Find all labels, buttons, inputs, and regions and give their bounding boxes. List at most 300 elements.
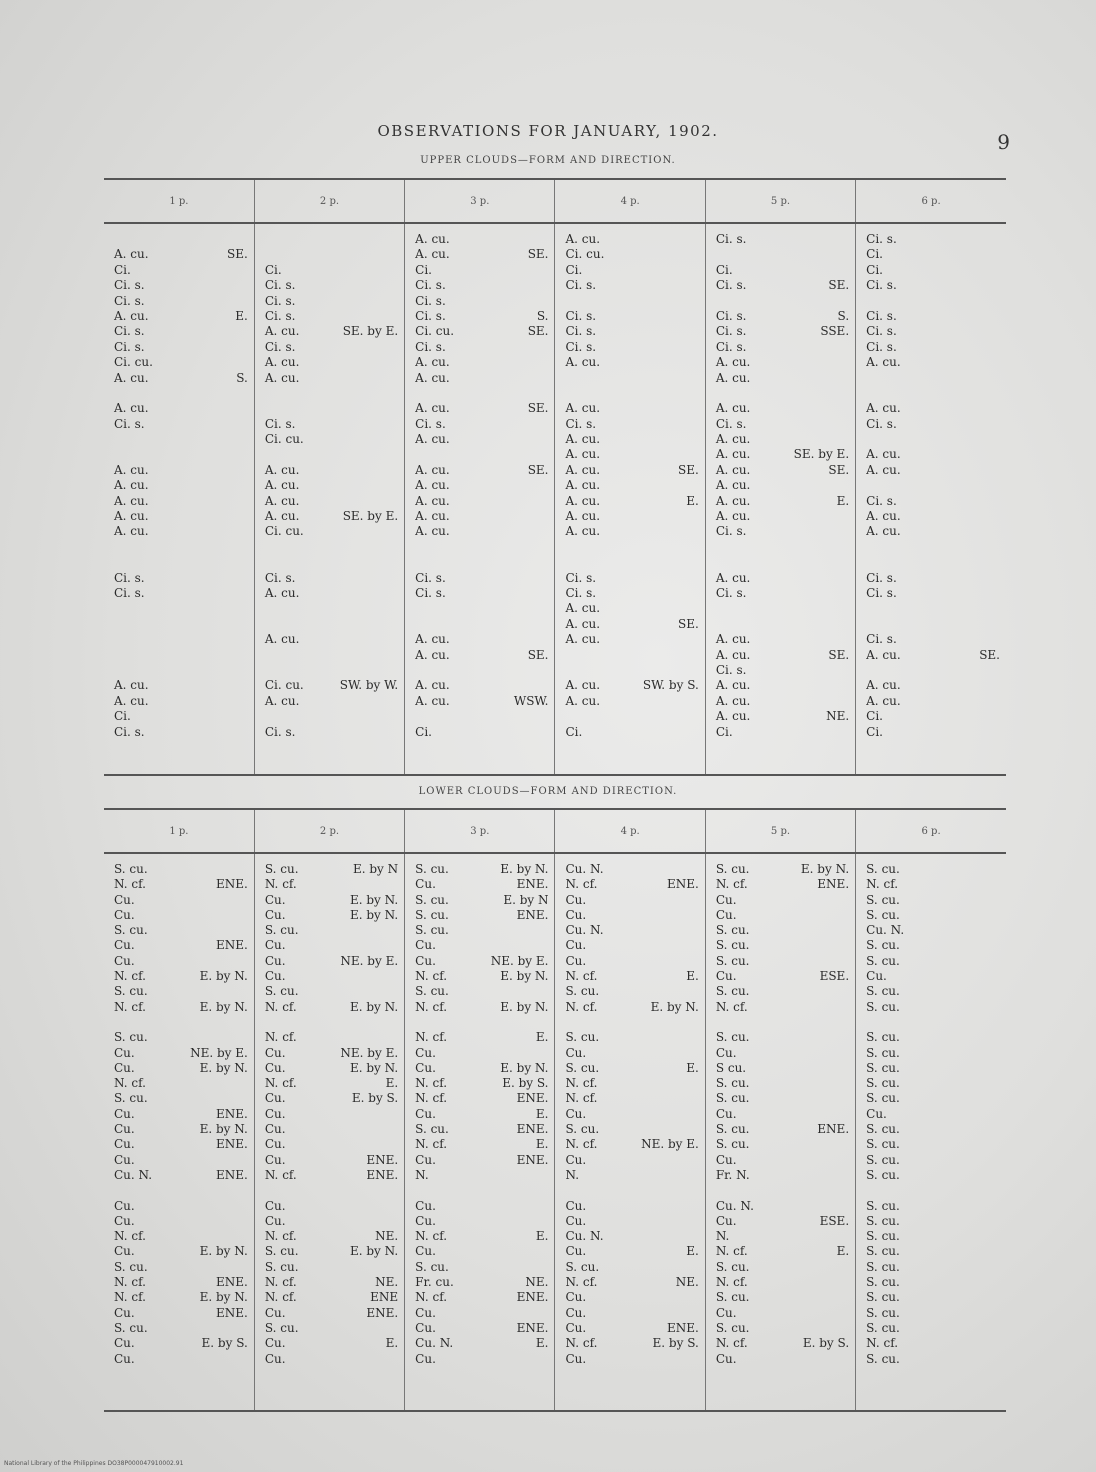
observation-line bbox=[866, 725, 1000, 740]
cloud-direction bbox=[394, 648, 398, 663]
cloud-form: S. cu. bbox=[264, 862, 299, 876]
observation-line bbox=[565, 1352, 698, 1367]
cloud-direction bbox=[695, 371, 699, 386]
cloud-direction bbox=[695, 601, 699, 616]
cloud-direction bbox=[695, 247, 699, 262]
cloud-form: N. cf. bbox=[264, 999, 297, 1014]
cloud-direction bbox=[996, 386, 1000, 401]
observation-line bbox=[565, 663, 698, 678]
observation-line bbox=[114, 678, 248, 693]
cloud-form: A. cu. bbox=[565, 509, 601, 524]
cloud-direction bbox=[394, 1199, 398, 1214]
lower-column-cell bbox=[555, 853, 705, 1411]
observation-line bbox=[415, 1015, 548, 1030]
cloud-direction: SE. bbox=[828, 647, 850, 662]
observation-line bbox=[265, 954, 398, 969]
cloud-direction: ENE. bbox=[516, 907, 549, 922]
observation-line bbox=[114, 1352, 248, 1367]
observation-line bbox=[716, 1275, 849, 1290]
cloud-form: Cu. bbox=[565, 907, 587, 922]
cloud-form bbox=[565, 294, 569, 309]
cloud-form bbox=[866, 1183, 870, 1198]
cloud-form bbox=[716, 555, 720, 570]
cloud-direction bbox=[845, 294, 849, 309]
cloud-direction bbox=[544, 509, 548, 524]
cloud-form: Ci. s. bbox=[114, 324, 145, 339]
observation-line bbox=[565, 1306, 698, 1321]
cloud-direction bbox=[695, 1030, 699, 1045]
cloud-direction bbox=[996, 1260, 1000, 1275]
cloud-direction bbox=[394, 601, 398, 616]
observation-line bbox=[716, 1229, 849, 1244]
cloud-direction bbox=[394, 371, 398, 386]
cloud-direction bbox=[544, 725, 548, 740]
cloud-direction bbox=[845, 694, 849, 709]
cloud-direction bbox=[695, 586, 699, 601]
cloud-direction bbox=[394, 1352, 398, 1367]
cloud-form: S. cu. bbox=[866, 892, 900, 907]
cloud-direction bbox=[996, 309, 1000, 324]
observation-line bbox=[716, 278, 849, 293]
cloud-form: Cu. bbox=[114, 1060, 135, 1075]
cloud-direction: E. by N. bbox=[199, 1122, 248, 1137]
cloud-form: A. cu. bbox=[715, 370, 751, 385]
observation-line bbox=[716, 632, 849, 647]
cloud-form: A. cu. bbox=[866, 401, 901, 416]
cloud-form: A. cu. bbox=[715, 647, 751, 662]
observation-line bbox=[716, 1336, 849, 1351]
cloud-form: A. cu. bbox=[565, 678, 601, 693]
observation-line bbox=[114, 1214, 248, 1229]
observation-line bbox=[415, 1046, 548, 1061]
cloud-direction bbox=[695, 432, 699, 447]
cloud-direction bbox=[996, 709, 1000, 724]
cloud-direction bbox=[996, 417, 1000, 432]
cloud-form bbox=[866, 1015, 870, 1030]
observation-line bbox=[716, 463, 849, 478]
cloud-direction: SE. bbox=[527, 647, 549, 662]
cloud-direction bbox=[244, 1214, 248, 1229]
cloud-form: S. cu. bbox=[866, 1076, 900, 1091]
cloud-direction bbox=[544, 617, 548, 632]
observation-line bbox=[415, 463, 548, 478]
cloud-direction bbox=[996, 509, 1000, 524]
cloud-direction bbox=[244, 478, 248, 493]
cloud-form: N. cf. bbox=[715, 1336, 748, 1351]
cloud-form: Ci. s. bbox=[114, 293, 145, 308]
observation-line bbox=[415, 1321, 548, 1336]
cloud-direction bbox=[695, 938, 699, 953]
cloud-form: Cu. bbox=[715, 1152, 737, 1167]
cloud-direction bbox=[544, 1046, 548, 1061]
cloud-form: Cu. bbox=[715, 1045, 737, 1060]
observation-line bbox=[866, 601, 1000, 616]
cloud-direction bbox=[244, 617, 248, 632]
cloud-form: A. cu. bbox=[565, 232, 601, 246]
cloud-form: A. cu. bbox=[264, 585, 300, 600]
observation-line bbox=[866, 263, 1000, 278]
cloud-direction bbox=[394, 540, 398, 555]
cloud-form: Cu. N. bbox=[415, 1336, 454, 1351]
cloud-form: A. cu. bbox=[264, 355, 300, 370]
cloud-direction bbox=[996, 1091, 1000, 1106]
observation-line bbox=[415, 1168, 548, 1183]
cloud-direction bbox=[244, 709, 248, 724]
cloud-form: Ci. s. bbox=[715, 585, 747, 600]
cloud-direction bbox=[996, 1290, 1000, 1305]
observation-line bbox=[114, 524, 248, 539]
cloud-direction bbox=[544, 386, 548, 401]
observation-line bbox=[716, 877, 849, 892]
observation-line bbox=[265, 1336, 398, 1351]
observation-line bbox=[415, 1306, 548, 1321]
observation-line bbox=[114, 247, 248, 262]
cloud-direction bbox=[244, 324, 248, 339]
cloud-form: Fr. cu. bbox=[415, 1275, 454, 1290]
cloud-direction: ENE. bbox=[666, 1320, 699, 1335]
cloud-direction bbox=[996, 1336, 1000, 1351]
cloud-form: S. cu. bbox=[415, 1259, 449, 1274]
cloud-direction bbox=[996, 401, 1000, 416]
cloud-form: Fr. N. bbox=[715, 1167, 750, 1182]
observation-line bbox=[565, 862, 698, 877]
cloud-form: Cu. bbox=[264, 969, 286, 984]
observation-line bbox=[716, 908, 849, 923]
cloud-form: S. cu. bbox=[114, 1030, 148, 1045]
cloud-direction bbox=[996, 324, 1000, 339]
cloud-direction bbox=[695, 355, 699, 370]
observation-line bbox=[866, 417, 1000, 432]
observation-line bbox=[415, 278, 548, 293]
observation-line bbox=[265, 463, 398, 478]
observation-line bbox=[265, 1183, 398, 1198]
cloud-form: A. cu. bbox=[866, 447, 901, 462]
cloud-direction bbox=[996, 1199, 1000, 1214]
cloud-form: Ci. s. bbox=[415, 278, 446, 293]
observation-line bbox=[114, 1015, 248, 1030]
observation-line bbox=[415, 1122, 548, 1137]
cloud-direction: E. by N. bbox=[800, 862, 850, 876]
cloud-direction: ENE. bbox=[366, 1305, 399, 1320]
cloud-form: Cu. bbox=[114, 1213, 135, 1228]
cloud-form: A. cu. bbox=[114, 524, 149, 539]
cloud-direction bbox=[695, 1153, 699, 1168]
cloud-form: S. cu. bbox=[866, 1229, 900, 1244]
observation-line bbox=[866, 371, 1000, 386]
cloud-direction bbox=[845, 1321, 849, 1336]
cloud-form: S. cu. bbox=[114, 1091, 148, 1106]
observation-line bbox=[565, 1214, 698, 1229]
cloud-direction bbox=[244, 463, 248, 478]
observation-line bbox=[265, 1352, 398, 1367]
cloud-direction bbox=[544, 232, 548, 247]
cloud-form: Cu. bbox=[264, 1213, 286, 1228]
cloud-direction: SE. bbox=[527, 247, 549, 262]
cloud-form bbox=[415, 601, 419, 616]
cloud-form: S. cu. bbox=[715, 923, 750, 938]
observation-line bbox=[716, 1244, 849, 1259]
observation-line bbox=[866, 1153, 1000, 1168]
cloud-form bbox=[565, 386, 569, 401]
cloud-form: Ci. s. bbox=[114, 339, 145, 354]
cloud-form: Cu. bbox=[264, 1305, 286, 1320]
cloud-direction: E. by S. bbox=[652, 1336, 699, 1351]
observation-line bbox=[716, 1061, 849, 1076]
cloud-direction bbox=[244, 908, 248, 923]
observation-line bbox=[415, 478, 548, 493]
cloud-form: A. cu. bbox=[866, 509, 901, 524]
observation-line bbox=[415, 984, 548, 999]
cloud-direction: ENE. bbox=[215, 1305, 248, 1320]
cloud-direction: ENE. bbox=[516, 1290, 549, 1305]
cloud-form: Cu. bbox=[114, 1351, 135, 1366]
observation-line bbox=[265, 1306, 398, 1321]
observation-line bbox=[565, 509, 698, 524]
cloud-form: A. cu. bbox=[415, 247, 450, 262]
cloud-form: Ci. bbox=[866, 724, 883, 739]
observation-line bbox=[415, 694, 548, 709]
cloud-direction bbox=[394, 1122, 398, 1137]
observation-line bbox=[114, 478, 248, 493]
column-header: 1 p. bbox=[104, 809, 254, 853]
cloud-form: A. cu. bbox=[715, 509, 751, 524]
cloud-form bbox=[565, 663, 569, 678]
observation-line bbox=[114, 571, 248, 586]
observation-line bbox=[716, 893, 849, 908]
cloud-form bbox=[716, 1183, 720, 1198]
observation-line bbox=[415, 524, 548, 539]
cloud-direction bbox=[996, 725, 1000, 740]
observation-line bbox=[866, 1091, 1000, 1106]
cloud-direction bbox=[394, 432, 398, 447]
observation-line bbox=[716, 586, 849, 601]
observation-line bbox=[415, 725, 548, 740]
cloud-direction bbox=[544, 447, 548, 462]
cloud-direction bbox=[394, 494, 398, 509]
cloud-form bbox=[866, 371, 870, 386]
observation-line bbox=[114, 893, 248, 908]
cloud-direction bbox=[996, 447, 1000, 462]
cloud-direction bbox=[845, 663, 849, 678]
observation-line bbox=[716, 1107, 849, 1122]
cloud-form: N. cf. bbox=[415, 1030, 448, 1045]
cloud-form: N. cf. bbox=[565, 999, 598, 1014]
cloud-form: N. cf. bbox=[114, 1275, 146, 1290]
cloud-form: Cu. bbox=[264, 1060, 286, 1075]
cloud-direction bbox=[394, 309, 398, 324]
observation-line bbox=[114, 1199, 248, 1214]
observation-line bbox=[114, 1183, 248, 1198]
cloud-form: A. cu. bbox=[715, 709, 751, 724]
cloud-form: Cu. N. bbox=[565, 923, 604, 938]
observation-line bbox=[415, 617, 548, 632]
observation-line bbox=[866, 648, 1000, 663]
cloud-form bbox=[716, 386, 720, 401]
cloud-direction bbox=[244, 1015, 248, 1030]
observation-line bbox=[265, 263, 398, 278]
cloud-direction bbox=[695, 309, 699, 324]
observation-line bbox=[565, 478, 698, 493]
cloud-form: A. cu. bbox=[114, 308, 149, 323]
cloud-direction bbox=[845, 1199, 849, 1214]
cloud-form bbox=[265, 555, 269, 570]
observation-line bbox=[716, 1030, 849, 1045]
cloud-form: S. cu. bbox=[866, 1351, 900, 1366]
cloud-direction bbox=[845, 571, 849, 586]
observation-line bbox=[565, 386, 698, 401]
cloud-form: A. cu. bbox=[415, 678, 450, 693]
observation-line bbox=[565, 371, 698, 386]
observation-line bbox=[265, 1076, 398, 1091]
upper-column-cell bbox=[405, 223, 555, 775]
observation-line bbox=[114, 1306, 248, 1321]
observation-line bbox=[716, 294, 849, 309]
cloud-form: Ci. s. bbox=[114, 724, 145, 739]
observation-line bbox=[265, 232, 398, 247]
cloud-direction bbox=[544, 984, 548, 999]
cloud-direction bbox=[544, 1260, 548, 1275]
column-header: 6 p. bbox=[856, 809, 1006, 853]
cloud-direction bbox=[996, 571, 1000, 586]
cloud-form bbox=[716, 601, 720, 616]
observation-line bbox=[114, 1000, 248, 1015]
cloud-direction bbox=[544, 494, 548, 509]
observation-line bbox=[415, 509, 548, 524]
cloud-direction bbox=[544, 709, 548, 724]
cloud-direction bbox=[695, 908, 699, 923]
lower-column-cell bbox=[405, 853, 555, 1411]
cloud-direction bbox=[544, 340, 548, 355]
cloud-direction bbox=[996, 294, 1000, 309]
observation-line bbox=[265, 509, 398, 524]
cloud-direction bbox=[394, 725, 398, 740]
cloud-form: Cu. bbox=[415, 1244, 436, 1259]
cloud-form: N. cf. bbox=[715, 1244, 748, 1259]
cloud-form: Ci. bbox=[114, 709, 131, 724]
observation-line bbox=[565, 340, 698, 355]
cloud-form: Cu. bbox=[264, 1045, 286, 1060]
observation-line bbox=[565, 586, 698, 601]
cloud-form: Cu. N. bbox=[565, 1229, 604, 1244]
observation-line bbox=[716, 709, 849, 724]
cloud-form: N. cf. bbox=[415, 969, 448, 984]
observation-line bbox=[415, 601, 548, 616]
observation-line bbox=[265, 432, 398, 447]
observation-line bbox=[265, 862, 398, 877]
cloud-form: Ci. s. bbox=[866, 632, 897, 647]
cloud-form: Cu. bbox=[415, 1320, 436, 1335]
cloud-form bbox=[415, 663, 419, 678]
observation-line bbox=[866, 1137, 1000, 1152]
observation-line bbox=[114, 309, 248, 324]
cloud-direction bbox=[996, 1214, 1000, 1229]
cloud-form: A. cu. bbox=[715, 632, 751, 647]
observation-line bbox=[565, 678, 698, 693]
cloud-form: Ci. cu. bbox=[114, 355, 153, 370]
cloud-direction bbox=[244, 294, 248, 309]
observation-line bbox=[866, 1061, 1000, 1076]
cloud-direction bbox=[244, 1260, 248, 1275]
observation-line bbox=[565, 294, 698, 309]
cloud-form: S. cu. bbox=[114, 862, 148, 876]
cloud-form: Cu. bbox=[415, 1060, 436, 1075]
cloud-form: Cu. bbox=[114, 953, 135, 968]
cloud-form: Cu. bbox=[715, 1106, 737, 1121]
cloud-direction bbox=[845, 1076, 849, 1091]
cloud-direction bbox=[244, 1229, 248, 1244]
cloud-form: N. cf. bbox=[866, 877, 899, 892]
observation-line bbox=[716, 969, 849, 984]
cloud-direction bbox=[394, 524, 398, 539]
observation-line bbox=[866, 1275, 1000, 1290]
observation-line bbox=[265, 1275, 398, 1290]
cloud-direction bbox=[996, 371, 1000, 386]
observation-line bbox=[265, 371, 398, 386]
cloud-form: Cu. bbox=[114, 1106, 135, 1121]
cloud-direction bbox=[544, 663, 548, 678]
cloud-form: A. cu. bbox=[715, 462, 751, 477]
cloud-form: S. cu. bbox=[715, 953, 750, 968]
observation-line bbox=[265, 725, 398, 740]
column-header: 6 p. bbox=[856, 179, 1006, 223]
observation-line bbox=[866, 1260, 1000, 1275]
cloud-direction bbox=[394, 877, 398, 892]
cloud-form: S. cu. bbox=[866, 1167, 900, 1182]
cloud-form: A. cu. bbox=[565, 616, 601, 631]
cloud-direction: E. by N. bbox=[500, 1060, 549, 1075]
cloud-direction: SE. by E. bbox=[793, 447, 850, 462]
cloud-direction bbox=[695, 709, 699, 724]
observation-line bbox=[265, 648, 398, 663]
cloud-form: Ci. s. bbox=[264, 278, 296, 293]
cloud-direction: ESE. bbox=[819, 969, 850, 984]
cloud-direction bbox=[845, 1061, 849, 1076]
cloud-form: Cu. bbox=[264, 1137, 286, 1152]
cloud-direction bbox=[845, 232, 849, 247]
cloud-direction bbox=[996, 1122, 1000, 1137]
cloud-form: S. cu. bbox=[715, 984, 750, 999]
cloud-direction bbox=[996, 1153, 1000, 1168]
cloud-direction: ENE. bbox=[215, 1275, 248, 1290]
cloud-direction bbox=[996, 586, 1000, 601]
column-header: 4 p. bbox=[555, 809, 705, 853]
observation-line bbox=[866, 494, 1000, 509]
cloud-form bbox=[415, 1183, 419, 1198]
cloud-form: Ci. s. bbox=[114, 585, 145, 600]
library-credit: National Library of the Philippines DO38P000047910002.91 bbox=[4, 1460, 184, 1467]
cloud-form: Ci. bbox=[415, 724, 432, 739]
cloud-form bbox=[565, 1015, 569, 1030]
observation-line bbox=[565, 617, 698, 632]
cloud-direction bbox=[996, 1000, 1000, 1015]
observation-line bbox=[114, 1244, 248, 1259]
cloud-form: S. cu. bbox=[866, 1045, 900, 1060]
observation-line bbox=[114, 1030, 248, 1045]
observation-line bbox=[265, 1168, 398, 1183]
observation-line bbox=[114, 371, 248, 386]
cloud-form bbox=[265, 1015, 269, 1030]
cloud-form bbox=[716, 294, 720, 309]
cloud-direction bbox=[244, 401, 248, 416]
cloud-direction bbox=[845, 908, 849, 923]
observation-line bbox=[415, 371, 548, 386]
observation-line bbox=[866, 678, 1000, 693]
cloud-direction bbox=[996, 247, 1000, 262]
cloud-direction bbox=[244, 278, 248, 293]
cloud-direction bbox=[695, 694, 699, 709]
cloud-direction bbox=[845, 1229, 849, 1244]
cloud-direction: E. by S. bbox=[351, 1091, 399, 1106]
